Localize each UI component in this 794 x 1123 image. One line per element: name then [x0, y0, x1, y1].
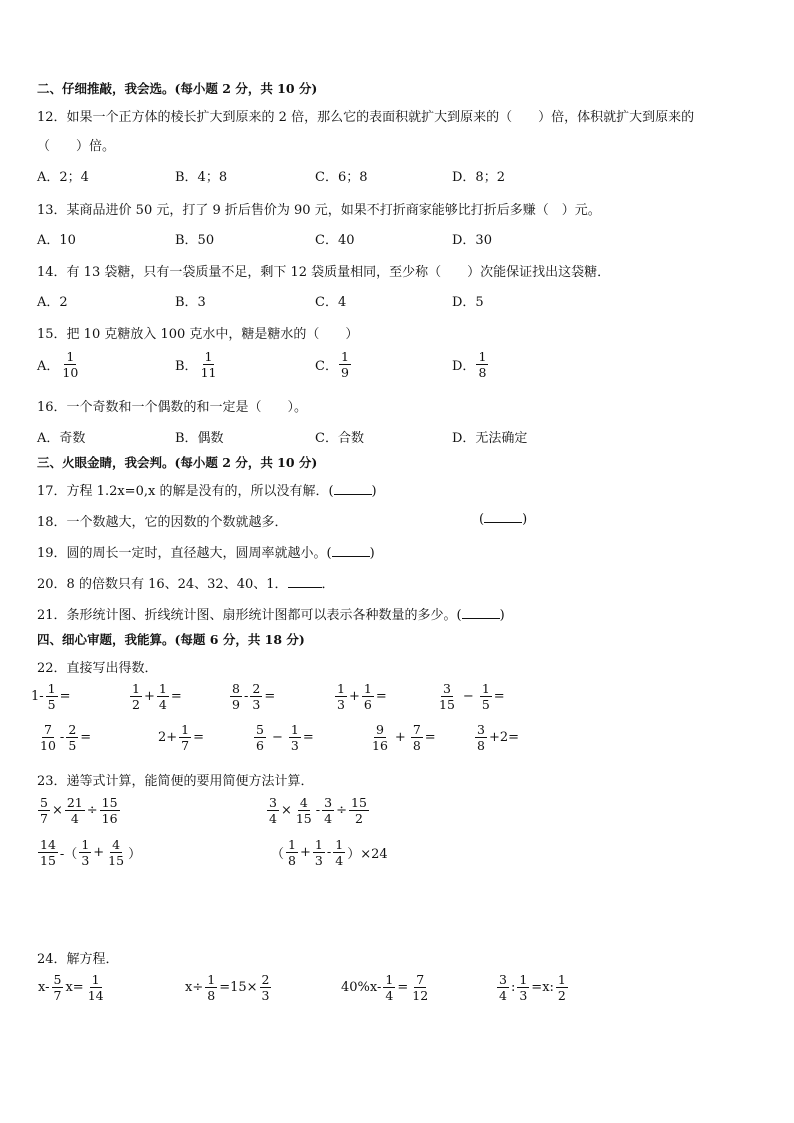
numerator: 3: [269, 795, 277, 810]
question-18-answer: ( ): [479, 512, 528, 527]
numerator: 2: [252, 681, 261, 696]
numerator: 14: [40, 837, 56, 852]
question-13-text: 13．某商品进价 50 元，打了 9 折后售价为 90 元，如果不打折商家能够比打折后多赚（ ）元。: [37, 203, 601, 218]
question-22-title: 22．直接写出得数．: [37, 661, 158, 676]
q22-expr-7: [157, 723, 205, 752]
q12-option-d[interactable]: D．8；2: [452, 170, 505, 185]
q22-expr-10: [474, 723, 520, 752]
fraction: [38, 838, 58, 867]
fraction: [46, 682, 58, 711]
expression-operator: （: [271, 847, 285, 863]
q22-expr-9: [369, 723, 437, 752]
expression-operator: +: [93, 845, 105, 861]
expression-operator: +: [299, 845, 311, 861]
fraction: [38, 723, 58, 752]
answer-blank[interactable]: [334, 483, 372, 495]
expression-operator: =: [424, 730, 436, 746]
question-23-title: 23．递等式计算，能简便的要用简便方法计算．: [37, 774, 314, 789]
numerator: 2: [68, 722, 77, 737]
numerator: 1: [290, 722, 299, 737]
denominator: 16: [372, 738, 388, 754]
numerator: 7: [416, 972, 425, 987]
fraction: [437, 682, 457, 711]
fraction: [294, 796, 314, 825]
answer-blank[interactable]: [288, 576, 322, 588]
expression-operator: =: [170, 689, 182, 705]
expression-operator: x=: [65, 980, 84, 996]
numerator: 1: [481, 681, 490, 696]
numerator: 3: [477, 722, 485, 737]
q15-option-c[interactable]: [315, 350, 352, 379]
answer-blank[interactable]: [332, 545, 370, 557]
question-20-text: 20．8 的倍数只有 16、24、32、40、1．: [37, 577, 288, 592]
denominator: 5: [481, 697, 490, 713]
question-19-text: 19．圆的周长一定时，直径越大，圆周率就越小。(: [37, 546, 332, 561]
expression-operator: −: [271, 730, 283, 746]
fraction: [179, 723, 191, 752]
denominator: 10: [40, 738, 56, 754]
q16-option-c[interactable]: C．合数: [315, 431, 364, 446]
numerator: 1: [385, 972, 394, 987]
answer-blank[interactable]: [462, 607, 500, 619]
question-12-text-cont: （ ）倍。: [37, 139, 116, 154]
expression-operator: ×: [280, 803, 292, 819]
q15-option-b[interactable]: [175, 350, 219, 379]
q22-expr-1: [30, 682, 72, 711]
denominator: 10: [62, 365, 79, 381]
denominator: 4: [385, 988, 394, 1004]
numerator: 15: [351, 795, 367, 810]
denominator: 7: [181, 738, 190, 754]
denominator: 3: [81, 853, 90, 869]
q16-option-d[interactable]: D．无法确定: [452, 431, 528, 446]
question-12-text: 12．如果一个正方体的棱长扩大到原来的 2 倍，那么它的表面积就扩大到原来的（ ）倍，体积就扩大到原来的: [37, 110, 695, 125]
expression-operator: +: [394, 730, 406, 746]
denominator: 8: [288, 853, 296, 869]
fraction: [475, 723, 487, 752]
q24-equation-2: [184, 973, 272, 1002]
numerator: 1: [132, 681, 140, 696]
expression-operator: -（: [59, 847, 78, 863]
numerator: 7: [43, 722, 52, 737]
q12-option-a[interactable]: A．2；4: [37, 170, 89, 185]
denominator: 8: [478, 365, 487, 381]
denominator: 9: [232, 697, 240, 713]
numerator: 15: [101, 795, 118, 810]
expression-operator: :: [510, 980, 516, 996]
q14-option-a[interactable]: A．2: [37, 295, 68, 310]
fraction: [286, 838, 298, 867]
expression-operator: ×: [51, 803, 63, 819]
fraction: [322, 796, 334, 825]
expression-operator: =: [264, 689, 276, 705]
numerator: 3: [324, 795, 333, 810]
q14-option-b[interactable]: B．3: [175, 295, 206, 310]
expression-operator: -: [326, 845, 332, 861]
expression-operator: 2+: [158, 730, 178, 746]
numerator: 1: [335, 837, 344, 852]
numerator: 1: [288, 837, 296, 852]
numerator: 8: [232, 681, 240, 696]
denominator: 4: [269, 811, 277, 827]
numerator: 1: [47, 681, 56, 696]
q15-option-a[interactable]: [37, 350, 81, 379]
numerator: 1: [204, 349, 213, 364]
numerator: 1: [314, 837, 323, 852]
fraction: [79, 838, 91, 867]
section-3-heading: 三、火眼金睛，我会判。(每小题 2 分，共 10 分): [37, 455, 318, 470]
fraction: [130, 682, 142, 711]
expression-operator: x÷: [185, 980, 204, 996]
denominator: 12: [412, 988, 429, 1004]
fraction: [66, 723, 78, 752]
fraction: [370, 723, 390, 752]
numerator: 21: [66, 795, 83, 810]
denominator: 8: [412, 738, 421, 754]
expression-operator: =x:: [531, 980, 554, 996]
numerator: 1: [337, 681, 345, 696]
q16-option-b[interactable]: B．偶数: [175, 431, 224, 446]
fraction: [199, 350, 219, 379]
denominator: 4: [499, 988, 507, 1004]
denominator: 7: [40, 811, 48, 827]
option-letter: C．: [315, 359, 338, 375]
denominator: 15: [108, 853, 125, 869]
q23-expr-2: [266, 796, 370, 825]
denominator: 15: [40, 853, 56, 869]
numerator: 1: [81, 837, 90, 852]
question-20: 20．8 的倍数只有 16、24、32、40、1． ．: [37, 577, 335, 592]
q22-expr-6: [37, 723, 92, 752]
question-19: 19．圆的周长一定时，直径越大，圆周率就越小。( ): [37, 546, 375, 561]
denominator: 14: [87, 988, 104, 1004]
denominator: 3: [252, 697, 261, 713]
fraction: [362, 682, 374, 711]
q13-option-d[interactable]: D．30: [452, 233, 492, 248]
denominator: 15: [439, 697, 455, 713]
expression-operator: =: [59, 689, 71, 705]
numerator: 1: [91, 972, 100, 987]
q22-expr-8: [253, 723, 315, 752]
fraction: [106, 838, 126, 867]
fraction: [556, 973, 568, 1002]
numerator: 1: [340, 349, 349, 364]
expression-operator: ÷: [86, 803, 98, 819]
denominator: 4: [70, 811, 79, 827]
numerator: 1: [519, 972, 528, 987]
denominator: 2: [557, 988, 566, 1004]
expression-operator: =: [375, 689, 387, 705]
fraction: [65, 796, 85, 825]
fraction: [250, 682, 262, 711]
numerator: 3: [499, 972, 507, 987]
q13-option-c[interactable]: C．40: [315, 233, 355, 248]
fraction: [254, 723, 266, 752]
fraction: [383, 973, 395, 1002]
fraction: [339, 350, 351, 379]
denominator: 15: [295, 811, 312, 827]
question-18-text: 18．一个数越大，它的因数的个数就越多．: [37, 515, 288, 530]
q23-expr-4: [270, 838, 389, 867]
expression-operator: +: [143, 689, 155, 705]
q22-expr-5: [436, 682, 506, 711]
numerator: 1: [557, 972, 566, 987]
denominator: 9: [340, 365, 349, 381]
expression-operator: =: [302, 730, 314, 746]
option-letter: B．: [175, 359, 198, 375]
fraction: [349, 796, 369, 825]
fraction: [230, 682, 242, 711]
fraction: [333, 838, 345, 867]
q14-option-d[interactable]: D．5: [452, 295, 484, 310]
question-16-text: 16．一个奇数和一个偶数的和一定是（ ）。: [37, 400, 308, 415]
question-14-text: 14．有 13 袋糖，只有一袋质量不足，剩下 12 袋质量相同，至少称（ ）次能保证找出这袋糖．: [37, 265, 611, 280]
numerator: 9: [375, 722, 384, 737]
denominator: 8: [477, 738, 485, 754]
q22-expr-2: [129, 682, 183, 711]
answer-blank[interactable]: [484, 511, 522, 523]
denominator: 8: [207, 988, 216, 1004]
expression-operator: ）: [128, 847, 142, 863]
question-17: 17．方程 1.2x=0,x 的解是没有的，所以没有解．( ): [37, 484, 377, 499]
question-24-title: 24．解方程．: [37, 952, 119, 967]
fraction: [411, 723, 423, 752]
question-21: 21．条形统计图、折线统计图、扇形统计图都可以表示各种数量的多少。( ): [37, 608, 505, 623]
fraction: [86, 973, 106, 1002]
numerator: 5: [256, 722, 264, 737]
option-letter: D．: [452, 359, 476, 375]
expression-operator: ÷: [336, 803, 348, 819]
denominator: 6: [256, 738, 264, 754]
section-4-heading: 四、细心审题，我能算。(每题 6 分，共 18 分): [37, 632, 305, 647]
denominator: 3: [314, 853, 323, 869]
q23-expr-1: [37, 796, 121, 825]
expression-operator: =: [397, 980, 409, 996]
numerator: 2: [261, 972, 270, 987]
denominator: 5: [47, 697, 56, 713]
fraction: [60, 350, 80, 379]
numerator: 1: [181, 722, 190, 737]
denominator: 3: [519, 988, 528, 1004]
q24-equation-1: [37, 973, 107, 1002]
expression-operator: +: [348, 689, 360, 705]
q16-option-a[interactable]: A．奇数: [37, 431, 86, 446]
numerator: 1: [363, 681, 372, 696]
expression-operator: =: [80, 730, 92, 746]
fraction: [517, 973, 529, 1002]
denominator: 3: [337, 697, 345, 713]
numerator: 4: [299, 795, 308, 810]
denominator: 3: [290, 738, 299, 754]
denominator: 16: [101, 811, 118, 827]
fraction: [260, 973, 272, 1002]
fraction: [335, 682, 347, 711]
fraction: [267, 796, 279, 825]
numerator: 1: [158, 681, 167, 696]
question-17-text: 17．方程 1.2x=0,x 的解是没有的，所以没有解．(: [37, 484, 334, 499]
q12-option-b[interactable]: B．4；8: [175, 170, 228, 185]
denominator: 4: [335, 853, 344, 869]
q14-option-c[interactable]: C．4: [315, 295, 347, 310]
q22-expr-4: [334, 682, 388, 711]
denominator: 3: [261, 988, 270, 1004]
q24-equation-4: [496, 973, 569, 1002]
denominator: 7: [53, 988, 62, 1004]
numerator: 5: [40, 795, 48, 810]
fraction: [100, 796, 120, 825]
expression-operator: 40%x-: [341, 980, 382, 996]
q13-option-a[interactable]: A．10: [37, 233, 76, 248]
denominator: 11: [200, 365, 217, 381]
numerator: 4: [112, 837, 121, 852]
q15-option-d[interactable]: [452, 350, 489, 379]
denominator: 4: [158, 697, 167, 713]
numerator: 7: [412, 722, 421, 737]
fraction: [52, 973, 64, 1002]
fraction: [289, 723, 301, 752]
expression-operator: -: [315, 803, 321, 819]
expression-operator: =: [193, 730, 205, 746]
q12-option-c[interactable]: C．6；8: [315, 170, 368, 185]
expression-operator: 1-: [31, 689, 44, 705]
expression-operator: x-: [38, 980, 50, 996]
denominator: 2: [132, 697, 140, 713]
fraction: [480, 682, 492, 711]
denominator: 6: [363, 697, 372, 713]
question-15-text: 15．把 10 克糖放入 100 克水中，糖是糖水的（ ）: [37, 327, 359, 342]
numerator: 1: [478, 349, 487, 364]
numerator: 3: [442, 681, 451, 696]
expression-operator: =15×: [219, 980, 258, 996]
question-21-text: 21．条形统计图、折线统计图、扇形统计图都可以表示各种数量的多少。(: [37, 608, 462, 623]
fraction: [476, 350, 488, 379]
option-letter: A．: [37, 359, 60, 375]
fraction: [205, 973, 217, 1002]
fraction: [38, 796, 50, 825]
denominator: 2: [355, 811, 363, 827]
expression-operator: −: [462, 689, 474, 705]
q23-expr-3: [37, 838, 142, 867]
q24-equation-3: [340, 973, 431, 1002]
section-2-heading: 二、仔细推敲，我会选。(每小题 2 分，共 10 分): [37, 81, 318, 96]
fraction: [497, 973, 509, 1002]
denominator: 4: [324, 811, 333, 827]
expression-operator: -: [59, 730, 65, 746]
denominator: 5: [68, 738, 77, 754]
expression-operator: =: [493, 689, 505, 705]
numerator: 5: [53, 972, 62, 987]
q13-option-b[interactable]: B．50: [175, 233, 215, 248]
numerator: 1: [207, 972, 216, 987]
fraction: [157, 682, 169, 711]
expression-operator: +2=: [488, 730, 520, 746]
expression-operator: ）×24: [347, 847, 388, 863]
q22-expr-3: [229, 682, 276, 711]
numerator: 1: [66, 349, 75, 364]
expression-operator: -: [243, 689, 249, 705]
fraction: [313, 838, 325, 867]
fraction: [410, 973, 430, 1002]
